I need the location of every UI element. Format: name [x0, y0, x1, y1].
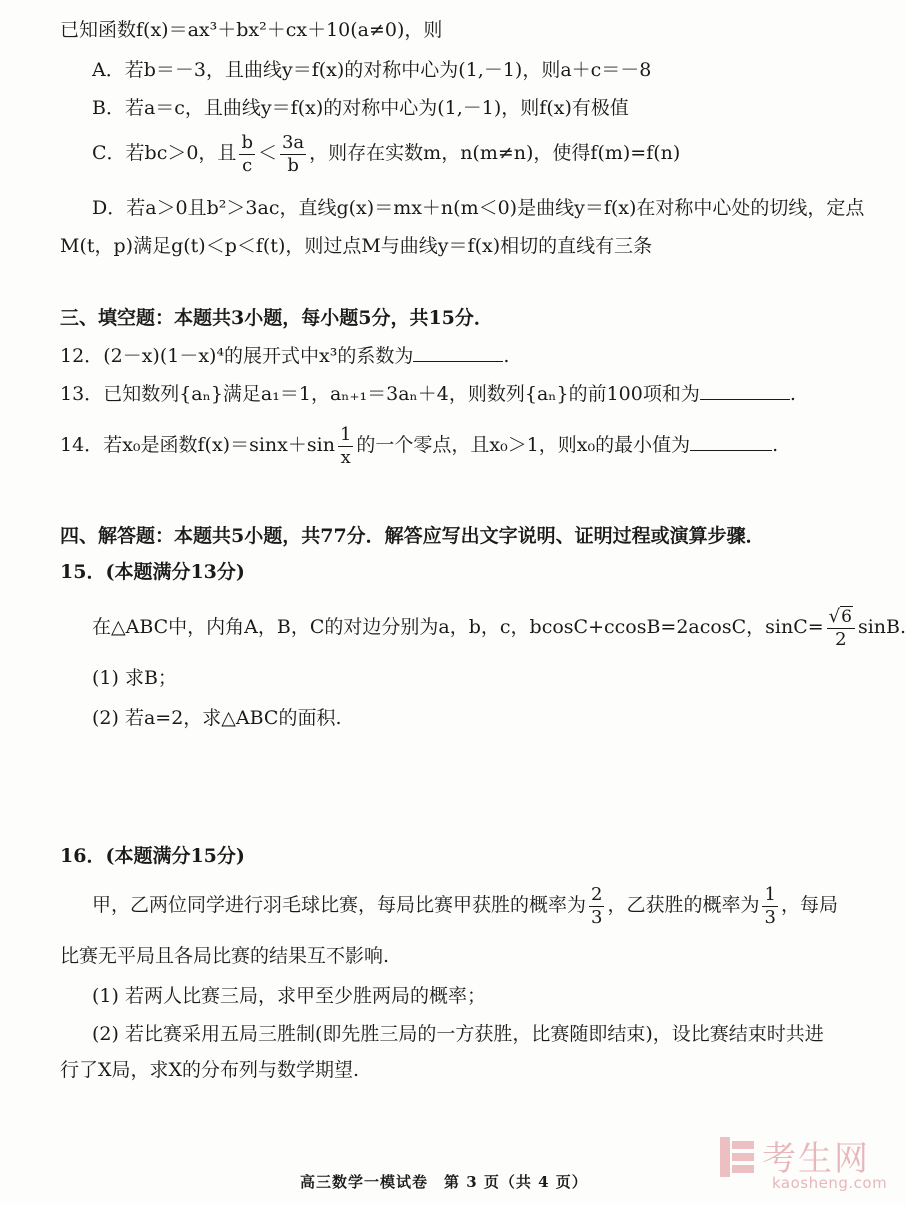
fraction-1-over-x [338, 424, 353, 468]
fraction-denominator: 3 [764, 906, 776, 928]
page-footer: 高三数学一模试卷 第 3 页（共 4 页） [300, 1173, 588, 1191]
q11-option-c-suffix: ，则存在实数m，n(m≠n)，使得f(m)=f(n) [309, 142, 681, 165]
q16-stem-line1 [92, 884, 838, 928]
q16-number: 16． [60, 845, 106, 867]
fraction-numerator [827, 606, 855, 629]
q15-score: (本题满分13分) [105, 561, 245, 583]
q13-period: . [789, 383, 796, 405]
q11-option-c [92, 132, 680, 176]
sqrt-argument: 6 [841, 607, 852, 627]
fraction-denominator: b [287, 154, 299, 176]
q15-stem [92, 606, 906, 650]
less-than-sign: ＜ [257, 142, 277, 165]
fraction-numerator: 1 [764, 884, 776, 905]
q16-stem-line2: 比赛无平局且各局比赛的结果互不影响. [60, 945, 390, 967]
q14 [60, 424, 778, 468]
kaosheng-logo-icon [718, 1135, 758, 1179]
fraction-numerator: 3a [281, 132, 305, 153]
q14-number: 14． [60, 434, 104, 457]
q16-part2-line1: (2) 若比赛采用五局三胜制(即先胜三局的一方获胜，比赛随即结束)，设比赛结束时共进 [92, 1023, 824, 1045]
fraction-numerator: b [241, 132, 253, 153]
q14-prefix: 若x₀是函数f(x)＝sinx＋sin [103, 434, 335, 457]
q11-option-a: A．若b＝－3，且曲线y＝f(x)的对称中心为(1,－1)，则a＋c＝－8 [92, 59, 652, 81]
fraction-numerator: 2 [591, 884, 603, 905]
q15-part2: (2) 若a=2，求△ABC的面积. [92, 707, 342, 729]
q15-header [60, 562, 245, 584]
q11-option-b: B．若a＝c，且曲线y＝f(x)的对称中心为(1,－1)，则f(x)有极值 [92, 97, 629, 119]
q11-option-c-prefix: C．若bc＞0，且 [92, 142, 237, 165]
q16-part1: (1) 若两人比赛三局，求甲至少胜两局的概率； [92, 985, 486, 1007]
q16-header [60, 846, 245, 868]
q16-stem-suffix: ，每局 [780, 894, 838, 917]
sqrt-radical [829, 606, 853, 628]
q13-number: 13． [60, 383, 104, 405]
fraction-denominator: 2 [835, 628, 847, 650]
fraction-denominator: c [242, 154, 253, 176]
q14-suffix: 的一个零点，且x₀＞1，则x₀的最小值为 [356, 434, 691, 457]
q11-stem [60, 20, 442, 42]
fraction-denominator: x [340, 446, 351, 468]
fraction-3a-over-b [280, 132, 306, 176]
q13 [60, 384, 796, 406]
fraction-numerator: 1 [339, 424, 352, 445]
q16-stem-mid: ，乙获胜的概率为 [607, 894, 760, 917]
q11-option-d-line2: M(t，p)满足g(t)＜p＜f(t)，则过点M与曲线y＝f(x)相切的直线有三条 [60, 235, 653, 257]
q12-answer-blank[interactable] [413, 347, 503, 362]
q16-score: (本题满分15分) [105, 845, 245, 867]
q12-number: 12． [60, 345, 104, 367]
q14-answer-blank[interactable] [690, 436, 772, 451]
q11-stem-text: 已知函数f(x)＝ax³＋bx²＋cx＋10(a≠0)，则 [60, 19, 443, 41]
q15-number: 15． [60, 561, 106, 583]
q15-stem-suffix: sinB. [857, 616, 906, 639]
fraction-1-over-3 [762, 884, 777, 928]
watermark-name: 考生网 [762, 1139, 870, 1179]
q16-stem-prefix: 甲，乙两位同学进行羽毛球比赛，每局比赛甲获胜的概率为 [92, 894, 587, 917]
fraction-denominator: 3 [591, 906, 603, 928]
q12 [60, 346, 509, 368]
watermark-url: kaosheng.com [772, 1174, 888, 1192]
section4-title: 四、解答题：本题共5小题，共77分．解答应写出文字说明、证明过程或演算步骤． [60, 525, 765, 547]
fraction-2-over-3 [589, 884, 604, 928]
q13-answer-blank[interactable] [700, 385, 790, 400]
section3-title: 三、填空题：本题共3小题，每小题5分，共15分． [60, 307, 493, 329]
fraction-b-over-c [239, 132, 255, 176]
q12-text: (2－x)(1－x)⁴的展开式中x³的系数为 [103, 345, 414, 367]
fraction-sqrt6-over-2 [827, 606, 855, 650]
q13-text: 已知数列{aₙ}满足a₁＝1，aₙ₊₁＝3aₙ＋4，则数列{aₙ}的前100项和为 [103, 383, 700, 405]
q14-period: . [772, 434, 779, 457]
q12-period: . [503, 345, 510, 367]
q15-part1: (1) 求B； [92, 667, 177, 689]
q11-option-d-line1: D．若a＞0且b²＞3ac，直线g(x)＝mx＋n(m＜0)是曲线y＝f(x)在对称中心处的切线，定点 [92, 197, 865, 219]
sqrt-sign-icon: √ [828, 606, 841, 627]
q15-stem-prefix: 在△ABC中，内角A，B，C的对边分别为a，b，c，bcosC+ccosB=2acosC，sinC= [92, 616, 824, 639]
q16-part2-line2: 行了X局，求X的分布列与数学期望. [60, 1059, 360, 1081]
